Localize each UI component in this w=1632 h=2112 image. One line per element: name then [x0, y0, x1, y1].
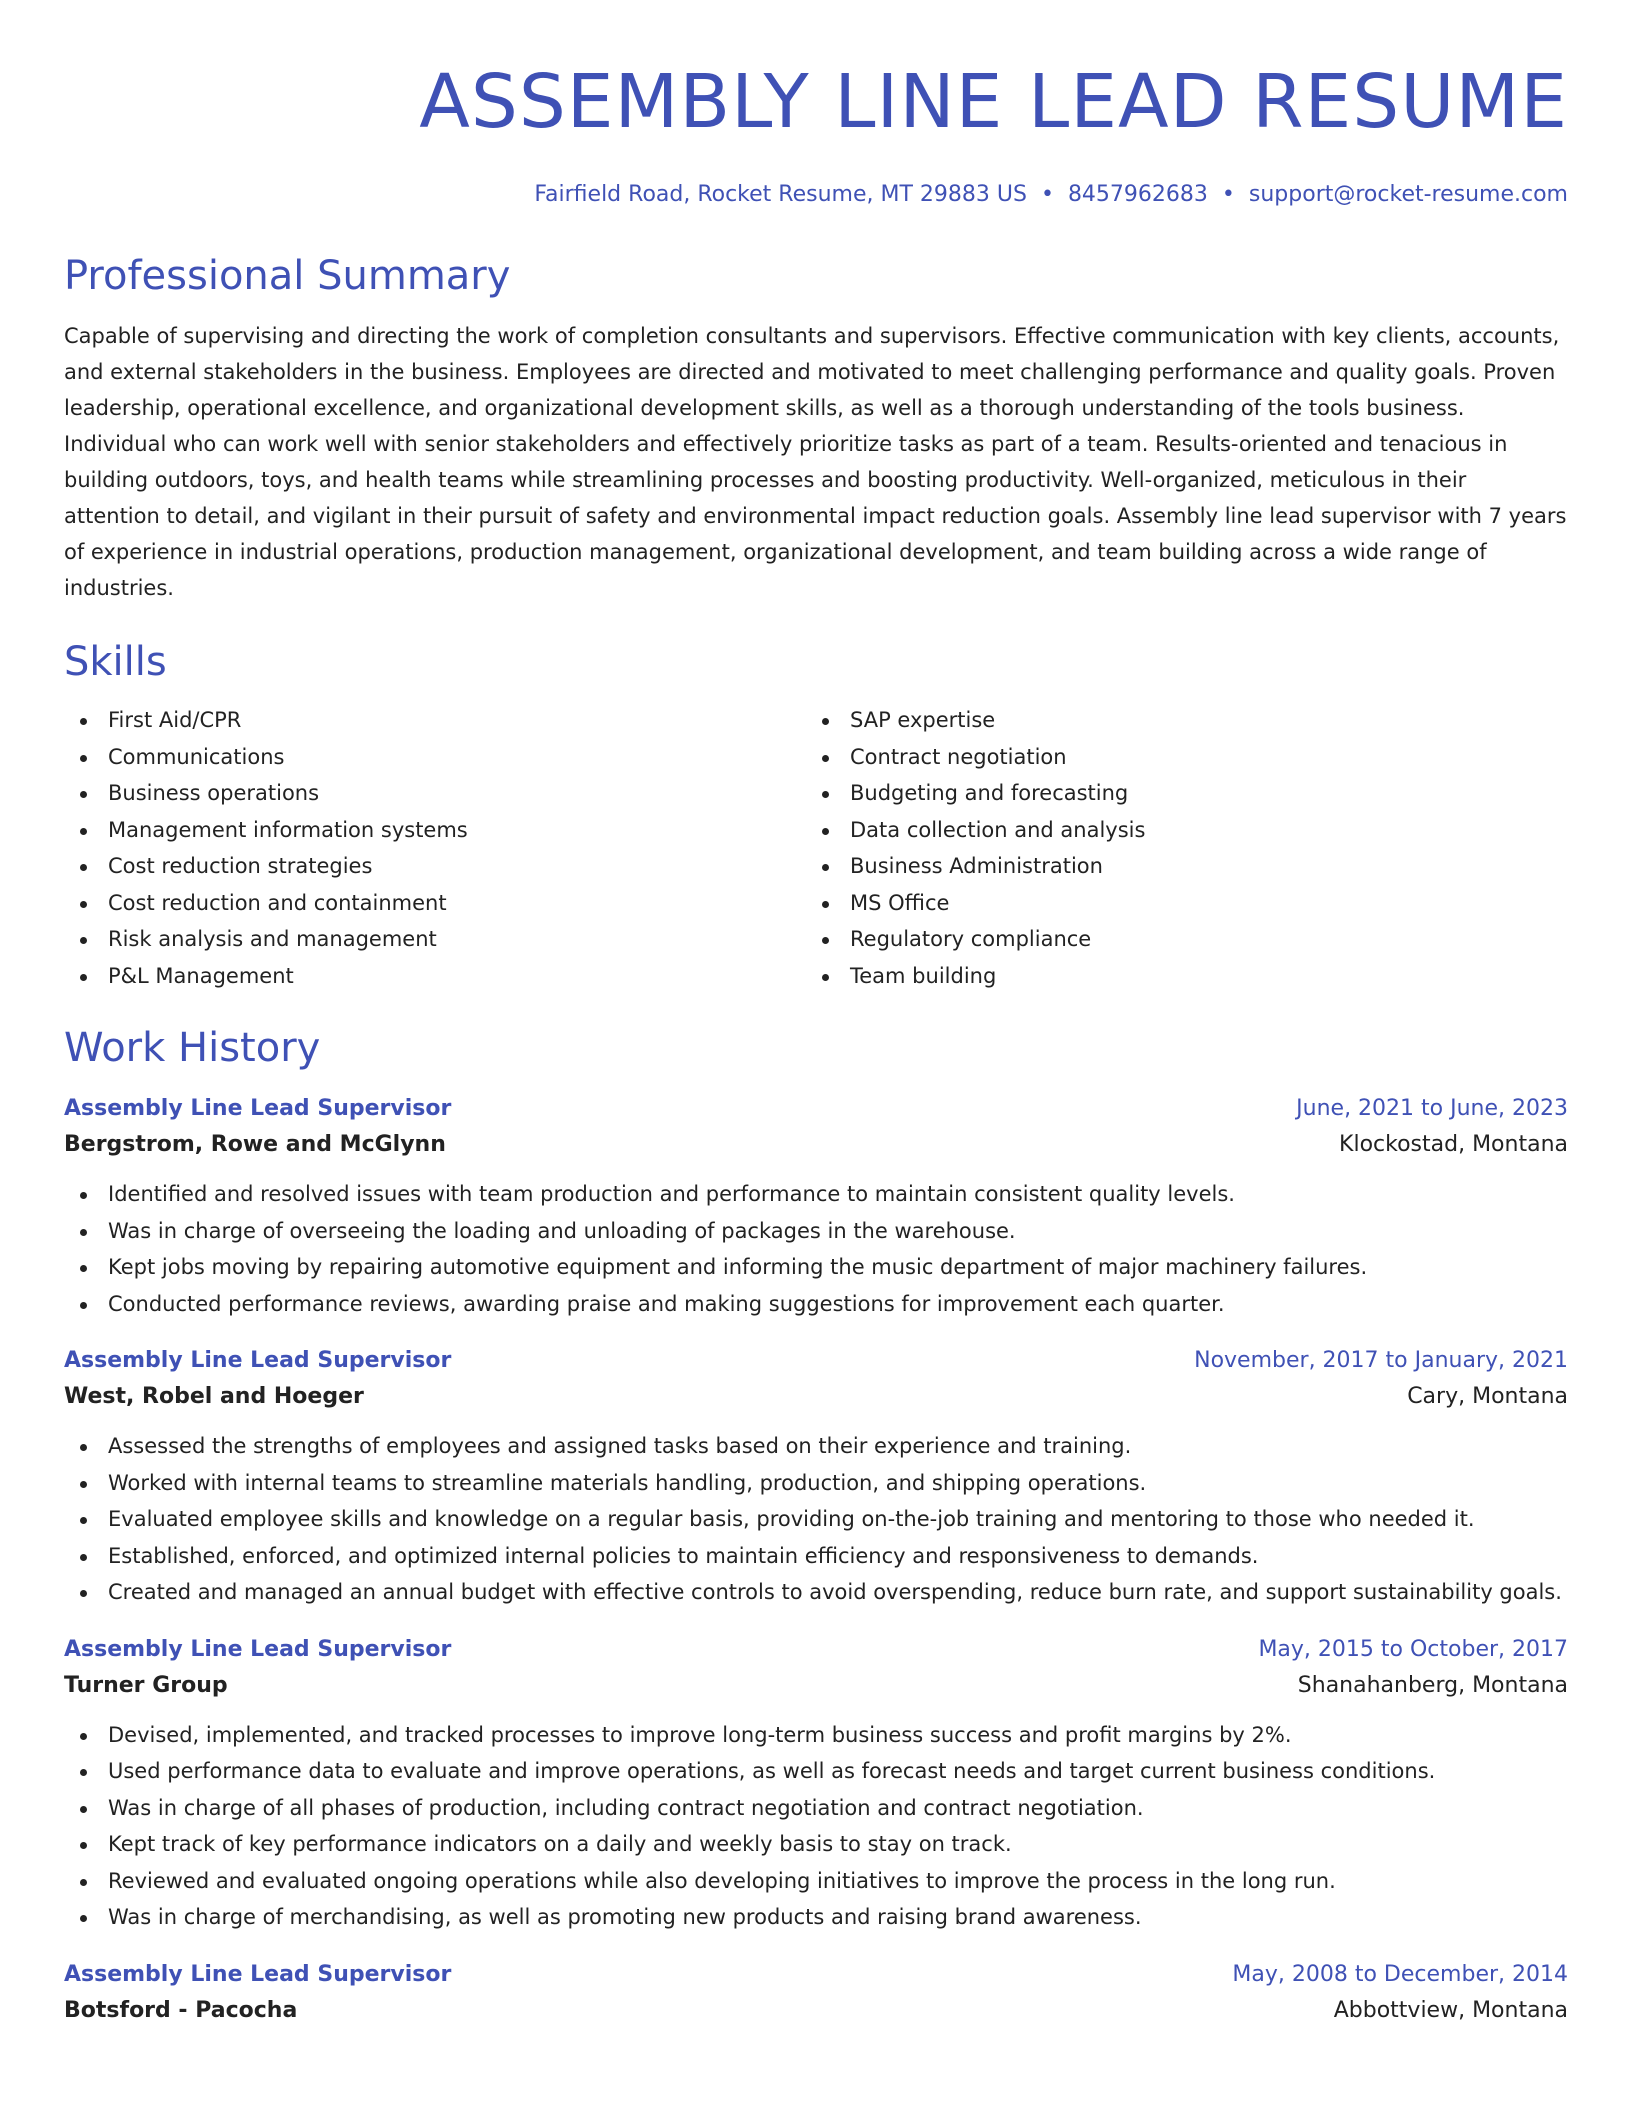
skill-item: Regulatory compliance — [806, 921, 1548, 958]
job-bullets — [64, 1717, 1568, 1936]
job-bullet: Kept jobs moving by repairing automotive equipment and informing the music department of major machinery failures. — [64, 1249, 1568, 1286]
skill-item: Budgeting and forecasting — [806, 775, 1548, 812]
contact-line — [64, 180, 1568, 210]
job-bullets — [64, 1176, 1568, 1322]
skill-item: Business operations — [64, 775, 806, 812]
job-bullet: Worked with internal teams to streamline materials handling, production, and shipping operations. — [64, 1465, 1568, 1502]
contact-phone: 8457962683 — [1067, 182, 1208, 207]
skill-item: Management information systems — [64, 812, 806, 849]
job-bullet: Devised, implemented, and tracked processes to improve long-term business success and profit margins by 2%. — [64, 1717, 1568, 1754]
job-location: Cary, Montana — [1407, 1384, 1568, 1409]
contact-separator: • — [1221, 182, 1235, 207]
job-bullet: Assessed the strengths of employees and assigned tasks based on their experience and training. — [64, 1428, 1568, 1465]
skills-column-left — [64, 702, 806, 994]
job-entry — [64, 1633, 1568, 1936]
job-location: Klockostad, Montana — [1339, 1132, 1568, 1157]
job-bullets — [64, 1428, 1568, 1611]
job-entry — [64, 1344, 1568, 1611]
contact-address: Fairfield Road, Rocket Resume, MT 29883 US — [534, 182, 1027, 207]
skill-item: Risk analysis and management — [64, 921, 806, 958]
job-dates: May, 2015 to October, 2017 — [1258, 1636, 1568, 1662]
skill-item: Communications — [64, 739, 806, 776]
job-title: Assembly Line Lead Supervisor — [64, 1636, 452, 1662]
job-bullet: Evaluated employee skills and knowledge on a regular basis, providing on-the-job training and mentoring to those who needed it. — [64, 1501, 1568, 1538]
skill-item: P&L Management — [64, 958, 806, 995]
summary-heading: Professional Summary — [64, 253, 511, 299]
skill-item: Cost reduction strategies — [64, 848, 806, 885]
job-title: Assembly Line Lead Supervisor — [64, 1961, 452, 1987]
job-dates: June, 2021 to June, 2023 — [1296, 1096, 1568, 1121]
summary-text: Capable of supervising and directing the work of completion consultants and supervisors. Effective communication with key clients, accounts, and external stakeholders in the business. Employees are directed and motivated to meet challenging performance and quality goals. Proven leadership, operational excellence, and organizational development skills, as well as a thorough understanding of the tools business. Individual who can work well with senior stakeholders and effectively prioritize tasks as part of a team. Results-oriented and tenacious in building outdoors, toys, and health teams while streamlining processes and boosting productivity. Well-organized, meticulous in their attention to detail, and vigilant in their pursuit of safety and environmental impact reduction goals. Assembly line lead supervisor with 7 years of experience in industrial operations, production management, organizational development, and team building across a wide range of industries. — [64, 324, 1567, 600]
job-entry — [64, 1092, 1568, 1322]
job-bullet: Was in charge of merchandising, as well as promoting new products and raising brand awareness. — [64, 1899, 1568, 1936]
job-bullet: Kept track of key performance indicators on a daily and weekly basis to stay on track. — [64, 1826, 1568, 1863]
job-title: Assembly Line Lead Supervisor — [64, 1096, 452, 1121]
contact-separator: • — [1040, 182, 1054, 207]
job-dates: November, 2017 to January, 2021 — [1194, 1348, 1568, 1373]
job-company: Bergstrom, Rowe and McGlynn — [64, 1132, 446, 1157]
job-bullet: Conducted performance reviews, awarding praise and making suggestions for improvement each quarter. — [64, 1286, 1568, 1323]
job-dates: May, 2008 to December, 2014 — [1232, 1961, 1568, 1987]
skills-columns — [64, 702, 1568, 994]
skill-item: SAP expertise — [806, 702, 1548, 739]
skill-item: MS Office — [806, 885, 1548, 922]
job-company: Botsford - Pacocha — [64, 1997, 298, 2023]
job-title: Assembly Line Lead Supervisor — [64, 1348, 452, 1373]
skill-item: Business Administration — [806, 848, 1548, 885]
job-bullet: Reviewed and evaluated ongoing operations while also developing initiatives to improve the process in the long run. — [64, 1863, 1568, 1900]
job-bullet: Created and managed an annual budget with effective controls to avoid overspending, reduce burn rate, and support sustainability goals. — [64, 1574, 1568, 1611]
job-bullet: Identified and resolved issues with team production and performance to maintain consistent quality levels. — [64, 1176, 1568, 1213]
contact-email: support@rocket-resume.com — [1248, 182, 1568, 207]
resume-page — [64, 56, 1568, 2030]
job-location: Shanahanberg, Montana — [1297, 1672, 1568, 1698]
skill-item: Cost reduction and containment — [64, 885, 806, 922]
job-bullet: Was in charge of all phases of production, including contract negotiation and contract negotiation. — [64, 1790, 1568, 1827]
job-company: Turner Group — [64, 1672, 228, 1698]
job-bullet: Used performance data to evaluate and improve operations, as well as forecast needs and target current business conditions. — [64, 1753, 1568, 1790]
skill-item: Team building — [806, 958, 1548, 995]
resume-name: ASSEMBLY LINE LEAD RESUME — [419, 59, 1568, 145]
job-bullet: Was in charge of overseeing the loading and unloading of packages in the warehouse. — [64, 1213, 1568, 1250]
skills-heading: Skills — [64, 639, 167, 685]
skill-item: Contract negotiation — [806, 739, 1548, 776]
skill-item: First Aid/CPR — [64, 702, 806, 739]
work-history-heading: Work History — [64, 1025, 321, 1071]
job-bullet: Established, enforced, and optimized internal policies to maintain efficiency and responsiveness to demands. — [64, 1538, 1568, 1575]
skills-column-right — [806, 702, 1548, 994]
skill-item: Data collection and analysis — [806, 812, 1548, 849]
job-entry — [64, 1958, 1568, 2030]
job-company: West, Robel and Hoeger — [64, 1384, 364, 1409]
job-location: Abbottview, Montana — [1333, 1997, 1568, 2023]
